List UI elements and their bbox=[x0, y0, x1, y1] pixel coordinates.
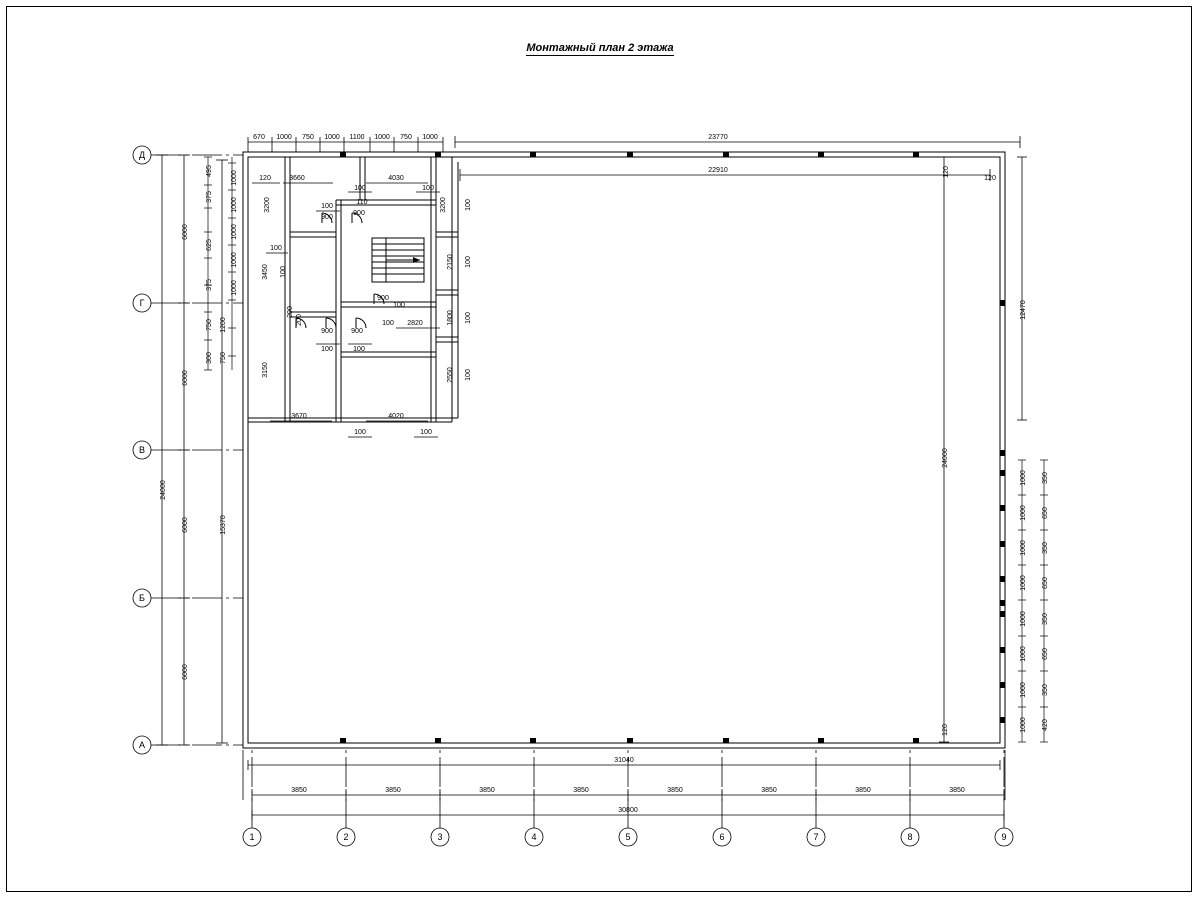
dim-interior: 2550 bbox=[447, 367, 454, 383]
dim-right-a: 1000 bbox=[1020, 470, 1027, 486]
dim-interior: 100 bbox=[465, 369, 472, 381]
dim-interior: 100 bbox=[354, 185, 366, 192]
dim-interior: 4030 bbox=[388, 175, 404, 182]
dim-right-a: 1000 bbox=[1020, 717, 1027, 733]
dim-right-overall: 24000 bbox=[942, 448, 949, 468]
dim-left-fine: 495 bbox=[206, 165, 213, 177]
dim-left-1000: 1000 bbox=[231, 252, 238, 268]
dim-left-spacing: 6000 bbox=[182, 370, 189, 386]
dim-door: 900 bbox=[351, 328, 363, 335]
dim-interior: 200 bbox=[287, 306, 294, 318]
dim-interior: 100 bbox=[321, 203, 333, 210]
dim-bottom: 3850 bbox=[479, 787, 495, 794]
axis-label-vertical: Б bbox=[139, 593, 145, 603]
dim-right-a: 1000 bbox=[1020, 646, 1027, 662]
dim-interior: 100 bbox=[270, 245, 282, 252]
axis-label-horizontal: 7 bbox=[813, 832, 819, 842]
axis-label-vertical: А bbox=[138, 740, 146, 750]
dim-left-fine: 750 bbox=[206, 319, 213, 331]
dim-door: 900 bbox=[321, 214, 333, 221]
dim-left-1000: 1000 bbox=[231, 170, 238, 186]
dim-top-right-120b: 120 bbox=[984, 175, 996, 182]
dim-top: 1000 bbox=[374, 134, 390, 141]
axis-label-horizontal: 6 bbox=[719, 832, 725, 842]
dim-interior: 100 bbox=[465, 312, 472, 324]
dim-left-1000: 1000 bbox=[231, 197, 238, 213]
dim-interior: 3150 bbox=[262, 362, 269, 378]
axis-label-vertical: Г bbox=[139, 298, 145, 308]
dim-left-1000: 1000 bbox=[231, 280, 238, 296]
dim-left-overall: 24000 bbox=[160, 480, 167, 500]
dim-right-b: 420 bbox=[1042, 719, 1049, 731]
dim-right-a: 1000 bbox=[1020, 505, 1027, 521]
dim-left-1000: 1000 bbox=[231, 224, 238, 240]
dim-bottom: 3850 bbox=[385, 787, 401, 794]
dim-top-overall: 23770 bbox=[708, 134, 728, 141]
axis-label-horizontal: 4 bbox=[531, 832, 537, 842]
dim-right-b: 350 bbox=[1042, 613, 1049, 625]
dim-interior: 4020 bbox=[388, 413, 404, 420]
dim-right-b: 350 bbox=[1042, 542, 1049, 554]
dim-left-spacing: 6000 bbox=[182, 224, 189, 240]
dim-interior: 100 bbox=[465, 199, 472, 211]
dim-left-spacing: 6000 bbox=[182, 517, 189, 533]
dim-interior: 100 bbox=[465, 256, 472, 268]
dim-interior: 100 bbox=[382, 320, 394, 327]
dim-door: 900 bbox=[377, 295, 389, 302]
dim-right-a: 1000 bbox=[1020, 540, 1027, 556]
dim-right-b: 350 bbox=[1042, 684, 1049, 696]
dim-bottom: 3850 bbox=[949, 787, 965, 794]
dim-top: 1000 bbox=[324, 134, 340, 141]
axis-label-vertical: В bbox=[138, 445, 146, 455]
dim-right-a: 1000 bbox=[1020, 575, 1027, 591]
dim-top-right-120: 120 bbox=[943, 166, 950, 178]
dim-door: 900 bbox=[321, 328, 333, 335]
axis-label-horizontal: 1 bbox=[249, 832, 255, 842]
dim-bottom-inner: 31040 bbox=[614, 757, 634, 764]
dim-top: 1000 bbox=[422, 134, 438, 141]
dim-bottom-overall: 30800 bbox=[618, 807, 638, 814]
dim-top: 750 bbox=[302, 134, 314, 141]
dim-interior: 2820 bbox=[407, 320, 423, 327]
dim-right-b: 650 bbox=[1042, 577, 1049, 589]
dim-top: 670 bbox=[253, 134, 265, 141]
dim-bottom: 3850 bbox=[667, 787, 683, 794]
axis-label-horizontal: 5 bbox=[625, 832, 631, 842]
axis-label-horizontal: 9 bbox=[1001, 832, 1007, 842]
dim-interior: 3200 bbox=[440, 197, 447, 213]
dim-left-fine: 375 bbox=[206, 279, 213, 291]
dim-interior: 110 bbox=[356, 199, 368, 206]
dim-bottom: 3850 bbox=[573, 787, 589, 794]
axis-label-horizontal: 3 bbox=[437, 832, 443, 842]
dim-interior: 2150 bbox=[447, 254, 454, 270]
dim-left-spacing: 6000 bbox=[182, 664, 189, 680]
dim-top: 750 bbox=[400, 134, 412, 141]
dim-top-inner: 22910 bbox=[708, 167, 728, 174]
dim-interior: 100 bbox=[422, 185, 434, 192]
dim-interior: 3450 bbox=[262, 264, 269, 280]
dim-right-b: 650 bbox=[1042, 507, 1049, 519]
dim-interior: 1800 bbox=[447, 310, 454, 326]
dim-top: 1000 bbox=[276, 134, 292, 141]
dim-interior: 3660 bbox=[289, 175, 305, 182]
dim-top: 1100 bbox=[349, 134, 365, 141]
dim-left-fine: 375 bbox=[206, 191, 213, 203]
dim-right-inner: 12470 bbox=[1020, 300, 1027, 320]
dim-right-a: 1000 bbox=[1020, 682, 1027, 698]
dim-bottom: 3850 bbox=[855, 787, 871, 794]
dim-interior: 100 bbox=[393, 302, 405, 309]
dim-left-fine: 625 bbox=[206, 239, 213, 251]
dim-left-fine: 1200 bbox=[220, 317, 227, 333]
dim-bottom: 3850 bbox=[291, 787, 307, 794]
dim-right-b: 650 bbox=[1042, 648, 1049, 660]
dim-left-fine: 300 bbox=[206, 352, 213, 364]
dim-interior: 100 bbox=[420, 429, 432, 436]
dim-right-b: 350 bbox=[1042, 472, 1049, 484]
dim-right-120: 120 bbox=[942, 724, 949, 736]
axis-label-horizontal: 8 bbox=[907, 832, 913, 842]
dim-interior: 100 bbox=[280, 266, 287, 278]
drawing-title-text: Монтажный план 2 этажа bbox=[526, 42, 674, 54]
dim-interior: 3670 bbox=[291, 413, 307, 420]
dim-interior: 100 bbox=[321, 346, 333, 353]
dim-left-fine: 750 bbox=[220, 352, 227, 364]
dim-interior: 3200 bbox=[264, 197, 271, 213]
axis-label-horizontal: 2 bbox=[343, 832, 349, 842]
dim-interior: 200 bbox=[296, 314, 303, 326]
dim-left-inner: 15370 bbox=[220, 515, 227, 535]
dim-interior: 120 bbox=[259, 175, 271, 182]
dim-door: 900 bbox=[353, 210, 365, 217]
dim-bottom: 3850 bbox=[761, 787, 777, 794]
axis-label-vertical: Д bbox=[138, 150, 146, 160]
dim-interior: 100 bbox=[354, 429, 366, 436]
dim-right-a: 1000 bbox=[1020, 611, 1027, 627]
dim-interior: 100 bbox=[353, 346, 365, 353]
